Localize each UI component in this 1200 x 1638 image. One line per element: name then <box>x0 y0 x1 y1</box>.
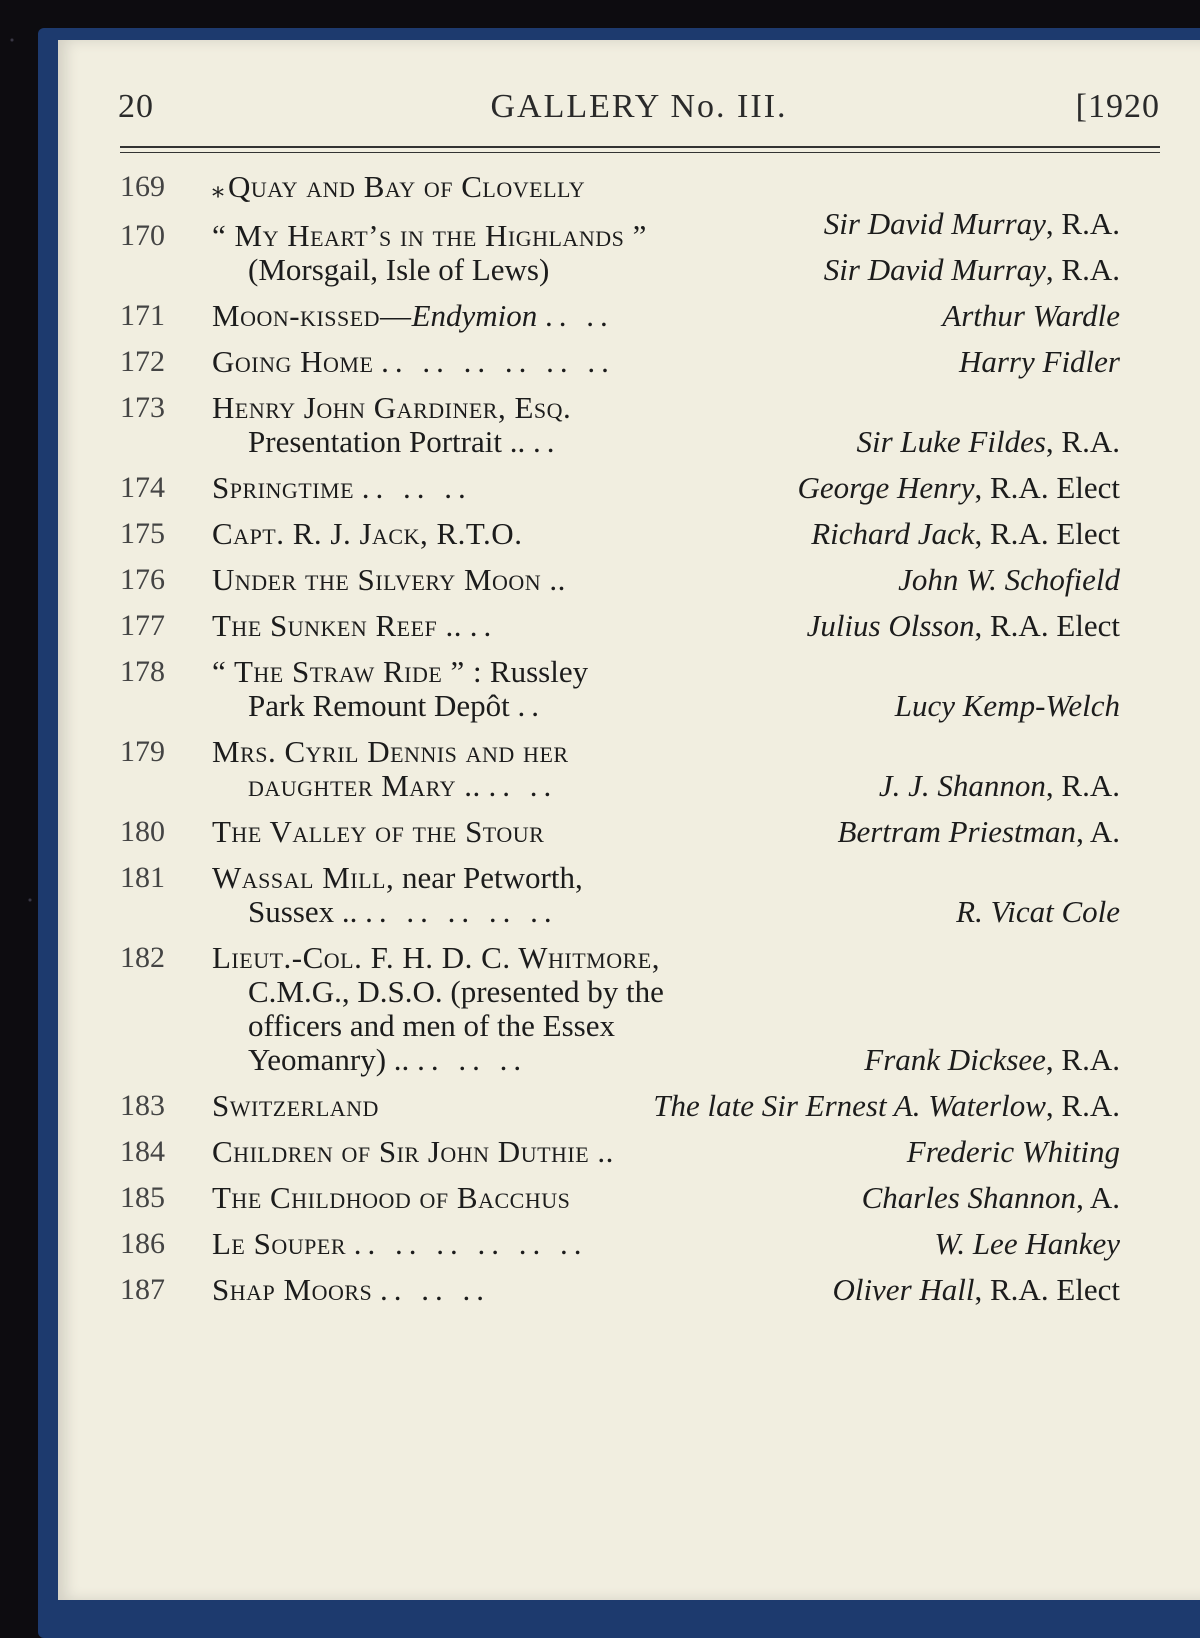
entry-body <box>212 735 1120 803</box>
entry-line <box>212 975 1120 1009</box>
entry-line <box>212 1135 1120 1169</box>
artwork-title: Quay and Bay of Clovelly <box>228 169 586 204</box>
entry-body <box>212 219 1120 287</box>
entry-text: Park Remount Depôt <box>248 688 510 723</box>
artist-credit <box>824 253 1120 287</box>
artist-name: W. Lee Hankey <box>934 1226 1120 1261</box>
entry-line <box>212 655 1120 689</box>
artwork-title: The Valley of the Stour <box>212 814 545 849</box>
leader-dots: .. .. .. <box>417 1042 528 1077</box>
artist-credit <box>862 1181 1120 1215</box>
artist-suffix: , R.A. <box>1045 206 1120 241</box>
entry-body <box>212 861 1120 929</box>
entry-line <box>212 219 1120 253</box>
artist-suffix: , R.A. Elect <box>974 516 1120 551</box>
entry-body <box>212 655 1120 723</box>
leader-dots: .. <box>469 608 498 643</box>
catalogue-entry <box>120 1181 1120 1215</box>
artwork-title: “ The Straw Ride ” : <box>212 654 483 689</box>
page-number: 20 <box>118 88 154 125</box>
entry-line <box>212 815 1120 849</box>
entry-text: Presentation Portrait .. <box>248 424 526 459</box>
entry-line <box>212 391 1120 425</box>
entry-body <box>212 299 1120 333</box>
entry-number: 183 <box>120 1089 165 1122</box>
entry-number: 169 <box>120 170 165 203</box>
entry-text: C.M.G., D.S.O. (presented by the <box>248 974 664 1009</box>
entry-line <box>212 299 1120 333</box>
entry-text: Sussex .. <box>248 894 358 929</box>
catalogue-entry <box>120 299 1120 333</box>
catalogue-entry <box>120 563 1120 597</box>
entry-number: 177 <box>120 609 165 642</box>
entry-number: 170 <box>120 219 165 252</box>
artwork-title: “ My Heart’s in the Highlands ” <box>212 218 647 253</box>
leader-dots: .. .. .. .. .. .. <box>353 1226 588 1261</box>
leader-dots: .. <box>532 424 561 459</box>
artist-credit <box>879 769 1120 803</box>
artist-name: Lucy Kemp-Welch <box>894 688 1120 723</box>
artist-credit <box>653 1089 1120 1123</box>
entry-body <box>212 1227 1120 1261</box>
leader-dots: .. .. .. .. .. .. <box>381 344 615 379</box>
artist-name: Sir Luke Fildes <box>856 424 1046 459</box>
entry-line <box>212 253 1120 287</box>
artist-name: Harry Fidler <box>958 344 1120 379</box>
entry-number: 174 <box>120 471 165 504</box>
leader-dots: .. .. .. <box>361 470 472 505</box>
entry-line <box>212 941 1120 975</box>
catalogue-list <box>120 170 1120 1319</box>
leader-dots: .. <box>517 688 545 723</box>
artwork-title: Switzerland <box>212 1088 379 1123</box>
artwork-title: Under the Silvery Moon .. <box>212 562 566 597</box>
artwork-title: Shap Moors <box>212 1272 373 1307</box>
artist-credit <box>864 1043 1120 1077</box>
artist-name: Charles Shannon <box>861 1180 1077 1215</box>
entry-body <box>212 1135 1120 1169</box>
artwork-title: Lieut.-Col. F. H. D. C. Whitmore, <box>212 940 660 975</box>
artist-suffix: , R.A. <box>1045 1042 1120 1077</box>
artist-name: Bertram Priestman <box>837 814 1077 849</box>
artist-credit <box>832 1273 1120 1307</box>
artist-suffix: , R.A. Elect <box>974 608 1120 643</box>
artist-name: Arthur Wardle <box>942 298 1120 333</box>
artist-name: Frederic Whiting <box>906 1134 1120 1169</box>
artwork-title-italic: Endymion <box>411 298 538 333</box>
entry-line <box>212 1227 1120 1261</box>
artist-name: George Henry <box>797 470 975 505</box>
artist-name: John W. Schofield <box>898 562 1120 597</box>
artist-suffix: , R.A. <box>1045 768 1120 803</box>
artist-suffix: , R.A. Elect <box>974 470 1120 505</box>
entry-line <box>212 1043 1120 1077</box>
page-header <box>118 88 1160 136</box>
entry-text: Yeomanry) .. <box>248 1042 410 1077</box>
artist-name: J. J. Shannon <box>878 768 1046 803</box>
entry-number: 172 <box>120 345 165 378</box>
catalogue-entry <box>120 219 1120 287</box>
entry-line <box>212 1009 1120 1043</box>
artwork-title: daughter Mary .. <box>248 768 481 803</box>
artist-name: Oliver Hall <box>832 1272 975 1307</box>
header-rule-thick <box>120 146 1160 148</box>
entry-line <box>212 861 1120 895</box>
entry-number: 187 <box>120 1273 165 1306</box>
entry-line <box>212 345 1120 379</box>
artist-name: Sir David Murray <box>823 252 1046 287</box>
entry-line <box>212 471 1120 505</box>
entry-line <box>212 1181 1120 1215</box>
catalogue-entry <box>120 517 1120 551</box>
artist-credit <box>895 689 1120 723</box>
artwork-title: Mrs. Cyril Dennis and her <box>212 734 569 769</box>
entry-line <box>212 1089 1120 1123</box>
catalogue-entry <box>120 1227 1120 1261</box>
artist-credit <box>838 815 1120 849</box>
entry-line <box>212 517 1120 551</box>
entry-text: officers and men of the Essex <box>248 1008 616 1043</box>
artist-credit <box>807 609 1120 643</box>
artwork-title: Wassal Mill, <box>212 860 395 895</box>
artist-credit <box>956 895 1120 929</box>
artist-credit <box>934 1227 1120 1261</box>
entry-body <box>212 345 1120 379</box>
entry-line <box>212 425 1120 459</box>
catalogue-entry <box>120 345 1120 379</box>
artist-credit <box>942 299 1120 333</box>
entry-number: 178 <box>120 655 165 688</box>
entry-number: 173 <box>120 391 165 424</box>
marker-icon: ⁎ <box>212 177 224 203</box>
entry-number: 186 <box>120 1227 165 1260</box>
entry-line <box>212 1273 1120 1307</box>
artwork-title: Moon-kissed— <box>212 298 412 333</box>
leader-dots: .. .. .. <box>380 1272 490 1307</box>
entry-line <box>212 769 1120 803</box>
artist-name: R. Vicat Cole <box>956 894 1120 929</box>
entry-number: 185 <box>120 1181 165 1214</box>
artwork-title: Henry John Gardiner, Esq. <box>212 390 572 425</box>
artist-credit <box>797 471 1120 505</box>
entry-number: 175 <box>120 517 165 550</box>
catalogue-entry <box>120 861 1120 929</box>
artist-credit <box>857 425 1121 459</box>
artwork-title: The Childhood of Bacchus <box>212 1180 571 1215</box>
catalogue-entry <box>120 735 1120 803</box>
entry-text: near Petworth, <box>401 860 583 895</box>
entry-line <box>212 689 1120 723</box>
entry-number: 171 <box>120 299 165 332</box>
entry-text: (Morsgail, Isle of Lews) <box>248 252 550 287</box>
artist-suffix: , R.A. <box>1045 424 1120 459</box>
artwork-title: Children of Sir John Duthie .. <box>212 1134 614 1169</box>
leader-dots: .. .. <box>545 298 614 333</box>
artwork-title: The Sunken Reef .. <box>212 608 463 643</box>
artwork-title: Le Souper <box>212 1226 346 1261</box>
entry-body <box>212 391 1120 459</box>
entry-number: 184 <box>120 1135 165 1168</box>
entry-number: 181 <box>120 861 165 894</box>
artist-credit <box>811 517 1120 551</box>
catalogue-entry <box>120 1089 1120 1123</box>
entry-body <box>212 815 1120 849</box>
catalogue-entry <box>120 815 1120 849</box>
artist-name: Sir David Murray <box>823 206 1046 241</box>
entry-line <box>212 170 1120 207</box>
artist-suffix: , A. <box>1076 814 1120 849</box>
artwork-title: Capt. R. J. Jack, R.T.O. <box>212 516 523 551</box>
entry-body <box>212 517 1120 551</box>
catalogue-entry <box>120 609 1120 643</box>
catalogue-entry <box>120 471 1120 505</box>
artist-suffix: , R.A. <box>1045 252 1120 287</box>
artwork-title: Springtime <box>212 470 355 505</box>
header-rule-thin <box>120 152 1160 153</box>
artwork-title: Going Home <box>212 344 374 379</box>
entry-number: 176 <box>120 563 165 596</box>
catalogue-entry <box>120 1135 1120 1169</box>
entry-body <box>212 609 1120 643</box>
artist-suffix: , A. <box>1076 1180 1120 1215</box>
entry-line <box>212 563 1120 597</box>
artist-name: Richard Jack <box>811 516 975 551</box>
artist-credit <box>907 1135 1120 1169</box>
entry-body <box>212 1181 1120 1215</box>
entry-body <box>212 1273 1120 1307</box>
year: [1920 <box>1075 88 1160 125</box>
catalogue-entry <box>120 391 1120 459</box>
artist-suffix: , R.A. <box>1045 1088 1120 1123</box>
entry-body <box>212 941 1120 1077</box>
entry-body <box>212 563 1120 597</box>
catalogue-entry <box>120 941 1120 1077</box>
entry-line <box>212 895 1120 929</box>
entry-body <box>212 1089 1120 1123</box>
entry-line <box>212 735 1120 769</box>
catalogue-entry <box>120 655 1120 723</box>
entry-number: 180 <box>120 815 165 848</box>
entry-line <box>212 609 1120 643</box>
leader-dots: .. .. .. .. .. <box>365 894 558 929</box>
gallery-title: GALLERY No. III. <box>490 88 788 125</box>
artist-name: Julius Olsson <box>806 608 975 643</box>
artist-credit <box>898 563 1120 597</box>
artist-credit <box>959 345 1120 379</box>
leader-dots: .. .. <box>488 768 558 803</box>
entry-number: 182 <box>120 941 165 974</box>
catalogue-entry <box>120 1273 1120 1307</box>
artist-name: The late Sir Ernest A. Waterlow <box>653 1088 1046 1123</box>
artist-name: Frank Dicksee <box>864 1042 1046 1077</box>
entry-body <box>212 471 1120 505</box>
entry-number: 179 <box>120 735 165 768</box>
entry-text: Russley <box>489 654 589 689</box>
artist-suffix: , R.A. Elect <box>974 1272 1120 1307</box>
